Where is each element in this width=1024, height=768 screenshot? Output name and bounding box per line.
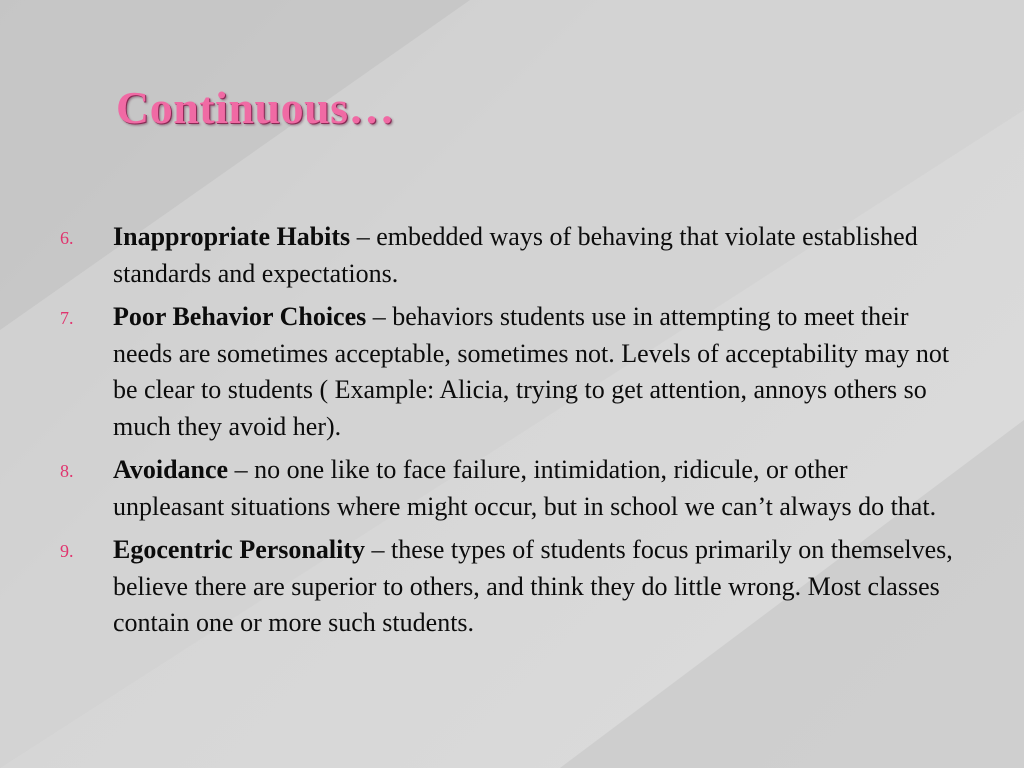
list-item-term: Poor Behavior Choices <box>113 302 367 331</box>
list-item-number: 7. <box>60 308 74 328</box>
list-item-term: Egocentric Personality <box>113 535 365 564</box>
list-item-number: 9. <box>60 541 74 561</box>
list-item-description: – these types of students focus primarily on themselves, believe there are superior to others, and think they do little wrong. Most classes contain one or more such students. <box>113 535 953 637</box>
list-item-description: – behaviors students use in attempting to meet their needs are sometimes acceptable, sometimes not. Levels of acceptability may not be clear to students ( Example: Alicia, trying to get attention, annoys others so much they avoid her). <box>113 302 950 441</box>
list-item <box>60 299 960 445</box>
list-item-term: Avoidance <box>113 455 229 484</box>
list-item <box>60 452 960 525</box>
list-item-number: 8. <box>60 461 74 481</box>
list-item-term: Inappropriate Habits <box>113 222 351 251</box>
list-item <box>60 219 960 292</box>
slide-title: Continuous… <box>116 82 396 133</box>
numbered-list <box>60 219 960 649</box>
list-item-number: 6. <box>60 228 74 248</box>
list-item <box>60 532 960 642</box>
list-item-description: – embedded ways of behaving that violate established standards and expectations. <box>113 222 918 288</box>
list-item-description: – no one like to face failure, intimidation, ridicule, or other unpleasant situations where might occur, but in school we can’t always do that. <box>113 455 937 521</box>
